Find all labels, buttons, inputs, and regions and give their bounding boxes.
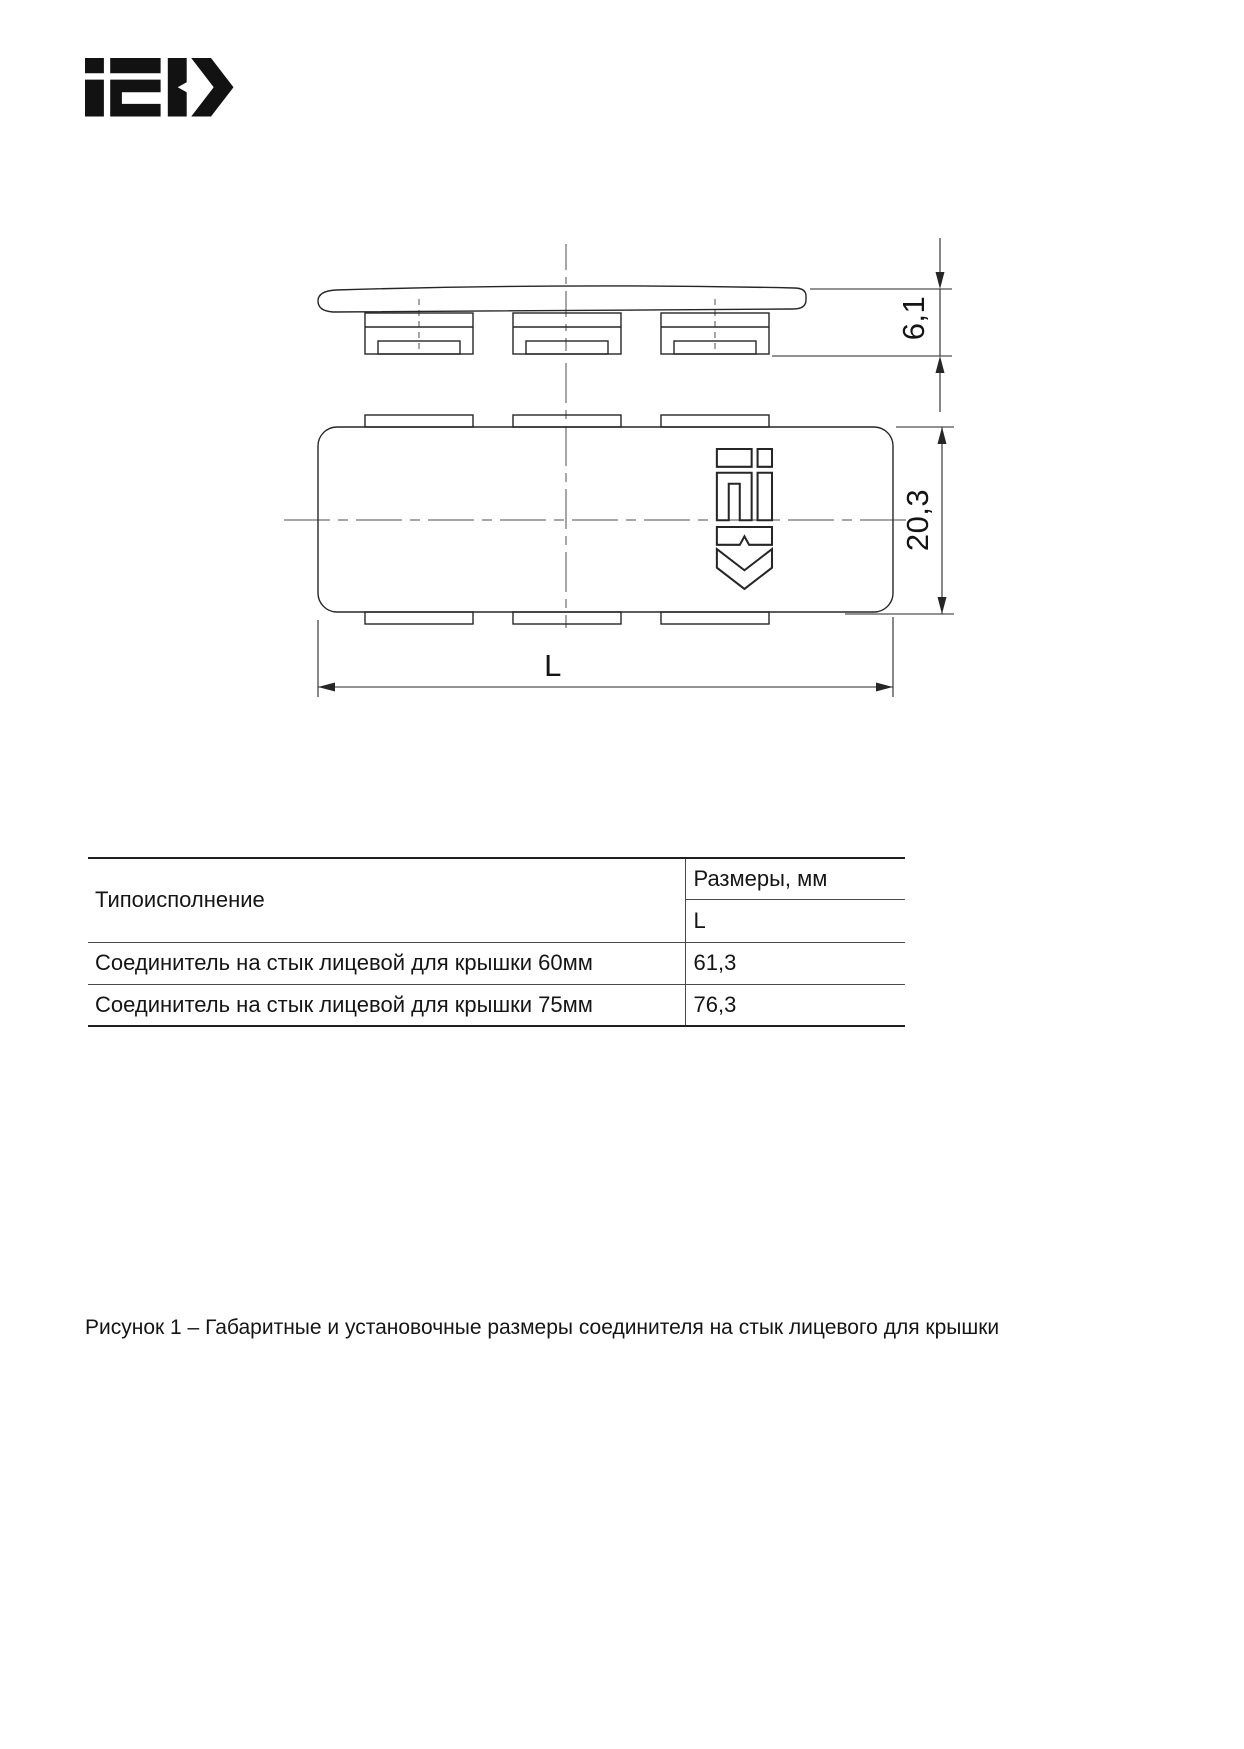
dimension-label-cap-height: 6,1	[896, 295, 931, 341]
centerlines	[284, 244, 908, 628]
table-cell-type-60: Соединитель на стык лицевой для крышки 60мм	[88, 942, 685, 984]
figure-caption: Рисунок 1 – Габаритные и установочные размеры соединителя на стык лицевого для крышки	[85, 1316, 1000, 1339]
table-header-sizes: Размеры, мм	[685, 858, 905, 899]
side-view	[318, 286, 806, 354]
iek-embossed-logo	[717, 449, 772, 589]
table-header-type: Типоисполнение	[88, 858, 685, 942]
table-cell-value-75: 76,3	[685, 984, 905, 1026]
table-subheader-L: L	[685, 899, 905, 942]
dimension-lines	[318, 238, 954, 697]
dimension-label-body-width: 20,3	[900, 488, 935, 552]
dimensions-table	[88, 857, 905, 1027]
table-row	[88, 984, 905, 1026]
iek-logo	[85, 58, 234, 117]
table-cell-type-75: Соединитель на стык лицевой для крышки 75мм	[95, 991, 593, 1017]
table-cell-value-60: 61,3	[685, 942, 905, 984]
dimension-label-length: L	[544, 648, 562, 683]
dimension-arrowheads	[318, 272, 947, 692]
table-row	[88, 942, 905, 984]
